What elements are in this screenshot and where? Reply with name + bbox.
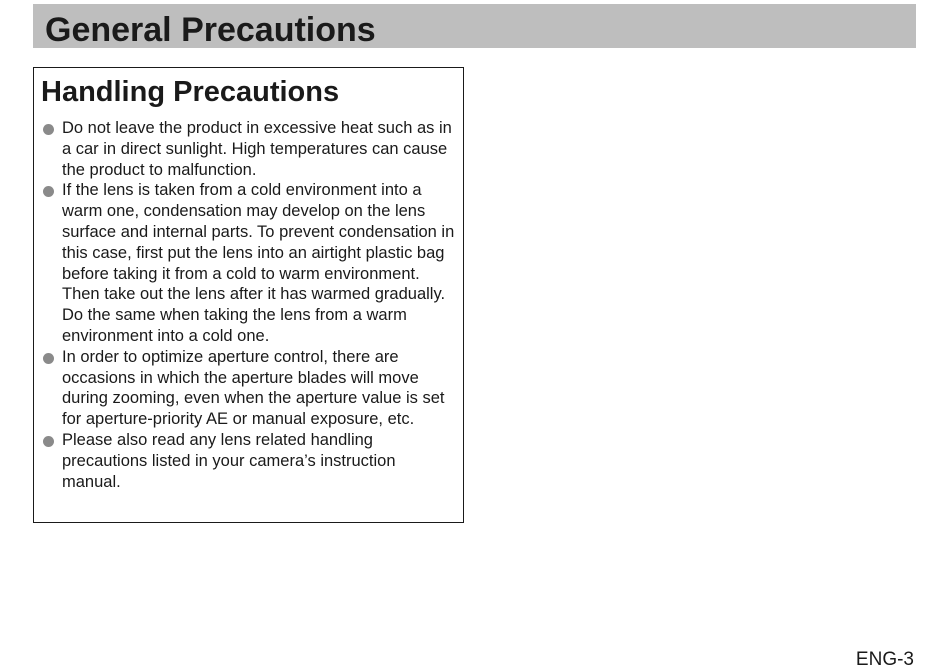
list-item-text: If the lens is taken from a cold environment into a warm one, condensation may develop on the lens surface and internal parts. To prevent condensation in this case, first put the lens into an airtight plastic bag before taking it from a cold to warm environment. Then take out the lens after it has warmed gradually. Do the same when taking the lens from a warm environment into a cold one.	[62, 181, 455, 345]
section-title: Handling Precautions	[41, 76, 340, 108]
section-header-bar	[33, 4, 916, 48]
bullet-circle-icon	[43, 353, 54, 364]
page-number: ENG-3	[855, 649, 914, 670]
list-item	[34, 180, 463, 346]
handling-precautions-box	[33, 67, 464, 523]
bullet-circle-icon	[43, 186, 54, 197]
list-item-text: Do not leave the product in excessive heat such as in a car in direct sunlight. High temperatures can cause the product to malfunction.	[62, 119, 452, 179]
bullet-circle-icon	[43, 436, 54, 447]
precautions-list	[34, 118, 463, 492]
list-item	[34, 118, 463, 180]
page-title: General Precautions	[45, 11, 376, 49]
list-item-text: In order to optimize aperture control, there are occasions in which the aperture blades will move during zooming, even when the aperture value is set for aperture-priority AE or manual exposure, etc.	[62, 347, 445, 429]
list-item	[34, 347, 463, 430]
list-item	[34, 430, 463, 492]
list-item-text: Please also read any lens related handling precautions listed in your camera’s instruction manual.	[62, 430, 396, 491]
bullet-circle-icon	[43, 124, 54, 135]
